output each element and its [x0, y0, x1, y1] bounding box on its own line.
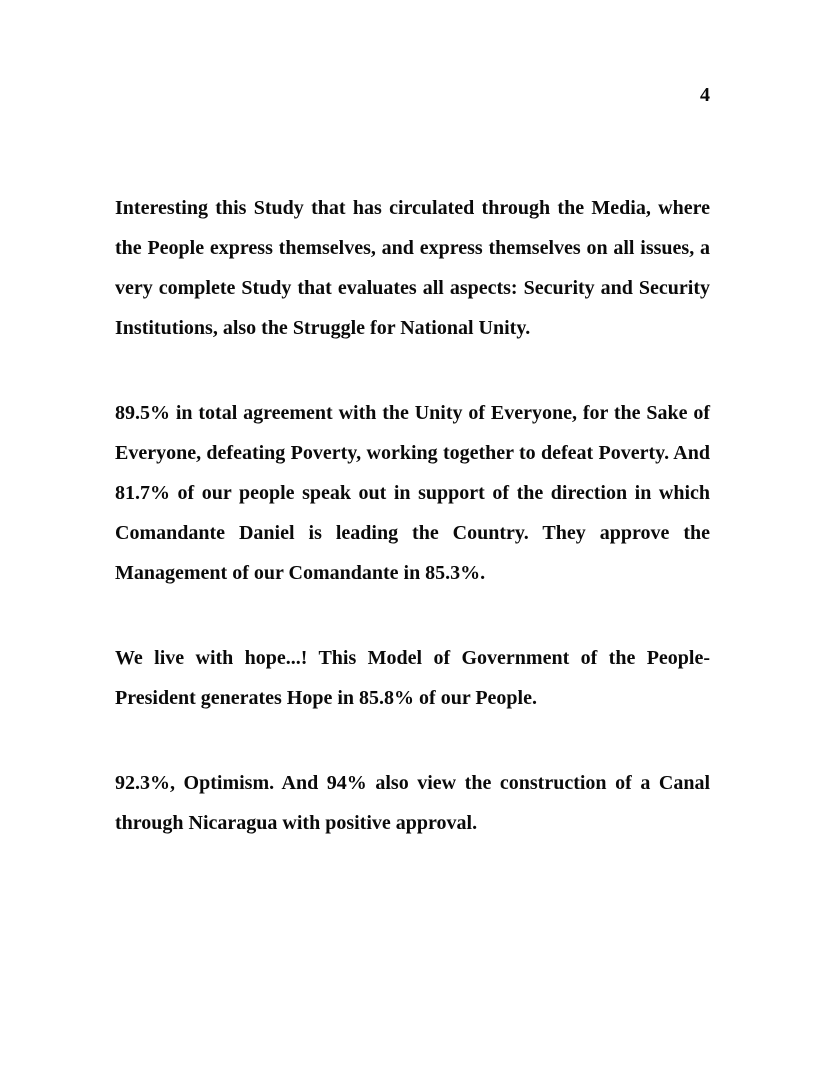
paragraph-hope-model: We live with hope...! This Model of Government of the People-President generates Hope in 85.8% of our People. [115, 647, 710, 709]
paragraph-optimism-canal: 92.3%, Optimism. And 94% also view the construction of a Canal through Nicaragua with positive approval. [115, 772, 710, 834]
paragraph-agreement-percentages: 89.5% in total agreement with the Unity of Everyone, for the Sake of Everyone, defeating Poverty, working together to defeat Poverty. And 81.7% of our people speak out in support of the direction in which Comandante Daniel is leading the Country. They approve the Management of our Comandante in 85.3%. [115, 402, 710, 584]
paragraph-study-circulated: Interesting this Study that has circulated through the Media, where the People express themselves, and express themselves on all issues, a very complete Study that evaluates all aspects: Security and Security Institutions, also the Struggle for National Unity. [115, 197, 710, 339]
document-body [115, 188, 710, 843]
page-number: 4 [700, 84, 710, 106]
